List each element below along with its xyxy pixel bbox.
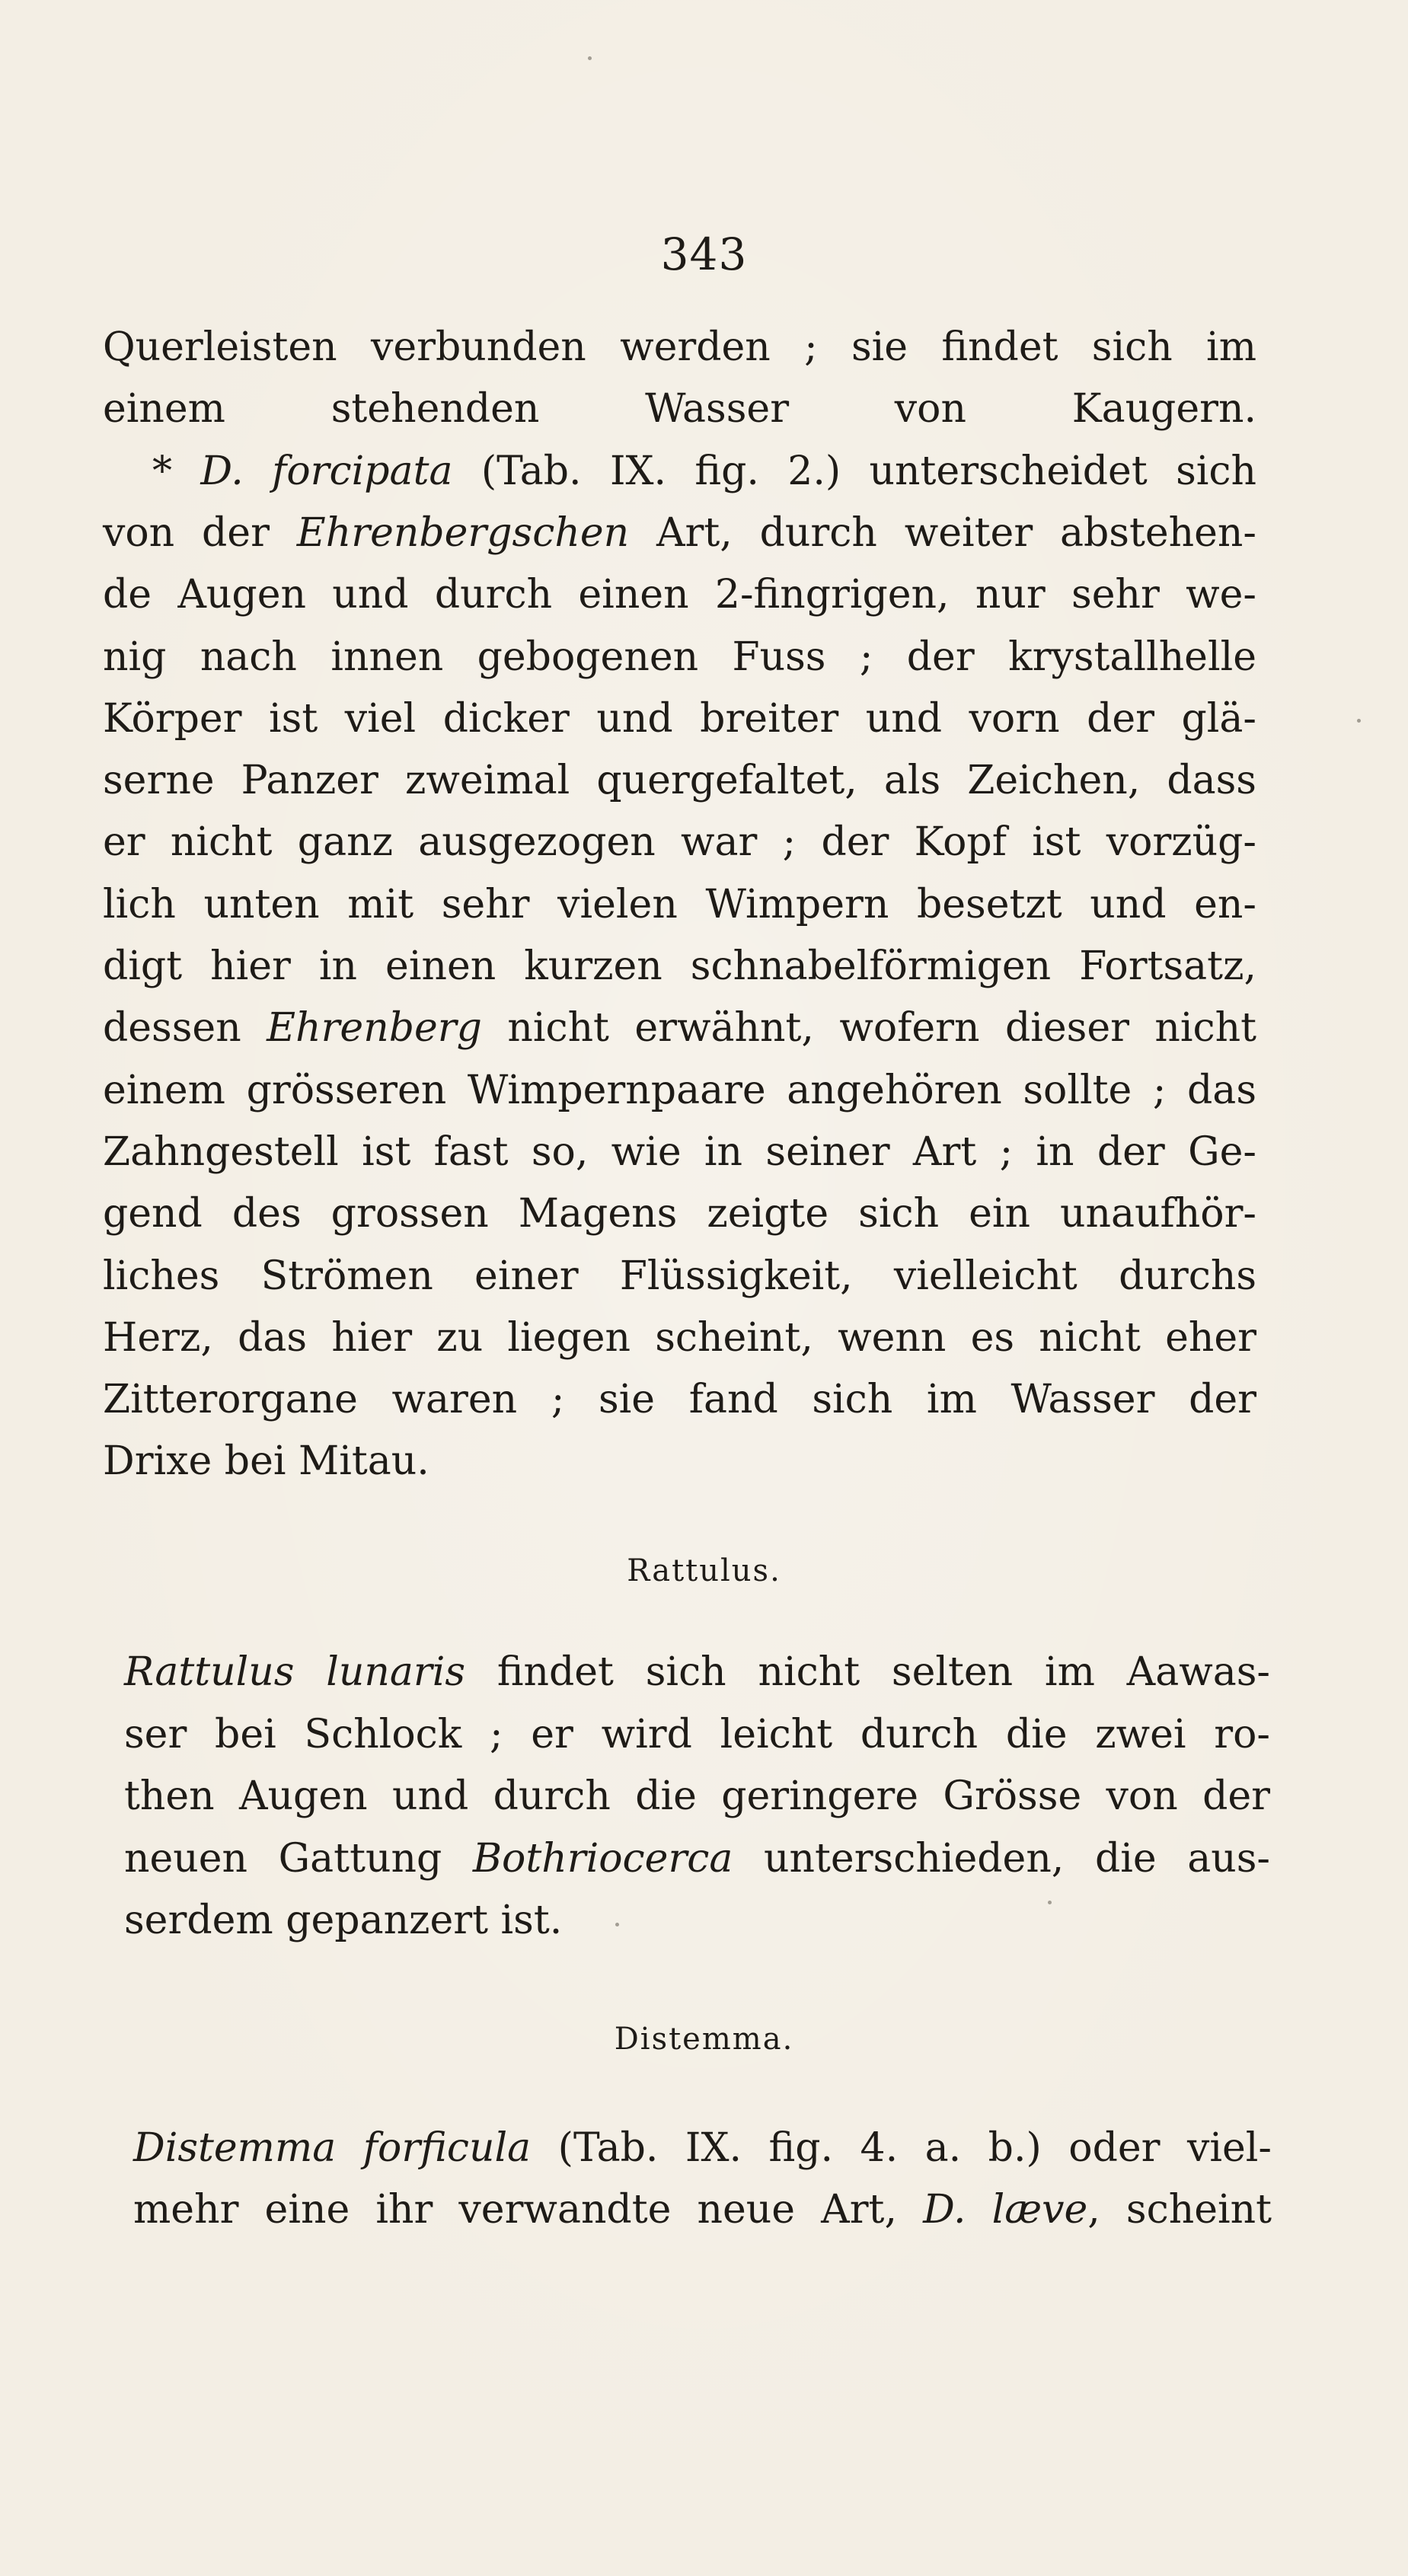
- text-segment: *: [152, 448, 201, 494]
- text-segment: nig nach innen gebogenen Fuss ; der krystallhelle: [103, 634, 1256, 680]
- text-line: [103, 1191, 1256, 1237]
- text-segment: nicht erwähnt, wofern dieser nicht: [481, 1005, 1256, 1052]
- italic-segment: Distemma forficula: [133, 2125, 532, 2171]
- text-segment: gend des grossen Magens zeigte sich ein unaufhör-: [103, 1191, 1256, 1237]
- text-line: [103, 1314, 1256, 1361]
- text-line: [103, 943, 1256, 989]
- text-segment: digt hier in einen kurzen schnabelförmigen Fortsatz,: [103, 943, 1256, 989]
- text-line: [103, 1005, 1256, 1052]
- italic-segment: Ehrenberg: [267, 1005, 482, 1052]
- text-line: [103, 695, 1256, 742]
- text-segment: Art, durch weiter abstehen-: [629, 509, 1256, 556]
- text-line: [133, 2125, 1272, 2171]
- text-segment: einem stehenden Wasser von Kaugern.: [103, 386, 1256, 433]
- text-segment: neuen Gattung: [124, 1835, 473, 1882]
- text-segment: ser bei Schlock ; er wird leicht durch die zwei ro-: [124, 1711, 1270, 1757]
- page-number: 343: [660, 228, 748, 280]
- text-segment: de Augen und durch einen 2-fingrigen, nur sehr we-: [103, 572, 1256, 618]
- italic-segment: Ehrenbergschen: [296, 509, 630, 556]
- text-segment: serne Panzer zweimal quergefaltet, als Zeichen, dass: [103, 758, 1256, 804]
- text-segment: Zitterorgane waren ; sie fand sich im Wasser der: [103, 1377, 1256, 1423]
- text-line: [124, 1711, 1270, 1757]
- text-line: [103, 758, 1256, 804]
- text-segment: von der: [103, 509, 297, 556]
- text-segment: Querleisten verbunden werden ; sie findet sich im: [103, 324, 1256, 370]
- text-line: [152, 448, 1257, 494]
- text-line: [103, 881, 1256, 927]
- italic-segment: D. læve: [923, 2187, 1088, 2233]
- text-segment: Herz, das hier zu liegen scheint, wenn es nicht eher: [103, 1314, 1256, 1361]
- text-line: [103, 386, 1256, 433]
- text-line: [133, 2187, 1272, 2233]
- text-line: [103, 1438, 429, 1485]
- text-line: [103, 1067, 1256, 1113]
- text-segment: einem grösseren Wimpernpaare angehören sollte ; das: [103, 1067, 1256, 1113]
- text-line: [124, 1649, 1270, 1695]
- text-line: [124, 1898, 563, 1943]
- paper-speck: [615, 1923, 619, 1926]
- text-line: [103, 572, 1256, 618]
- italic-segment: Rattulus lunaris: [124, 1649, 466, 1695]
- italic-segment: Bothriocerca: [472, 1835, 733, 1882]
- text-segment: Körper ist viel dicker und breiter und vorn der glä-: [103, 695, 1256, 742]
- text-line: [103, 819, 1256, 866]
- text-line: [103, 1377, 1256, 1423]
- italic-segment: D. forcipata: [200, 448, 453, 494]
- section-heading-rattulus: Rattulus.: [627, 1553, 781, 1588]
- paper-speck: [1048, 1901, 1052, 1904]
- text-segment: lich unten mit sehr vielen Wimpern besetzt und en-: [103, 881, 1256, 927]
- text-line: [103, 634, 1256, 680]
- text-segment: (Tab. IX. fig. 4. a. b.) oder viel-: [531, 2125, 1272, 2171]
- text-segment: then Augen und durch die geringere Grösse von der: [124, 1773, 1270, 1819]
- text-line: [103, 1128, 1256, 1175]
- text-segment: er nicht ganz ausgezogen war ; der Kopf ist vorzüg-: [103, 819, 1256, 866]
- text-segment: , scheint: [1087, 2187, 1272, 2233]
- text-segment: findet sich nicht selten im Aawas-: [465, 1649, 1270, 1695]
- text-line: [124, 1835, 1270, 1882]
- text-segment: dessen: [103, 1005, 267, 1052]
- text-segment: (Tab. IX. fig. 2.) unterscheidet sich: [452, 448, 1257, 494]
- text-segment: serdem gepanzert ist.: [124, 1898, 563, 1943]
- text-line: [103, 509, 1256, 556]
- section-heading-distemma: Distemma.: [614, 2022, 794, 2057]
- text-segment: mehr eine ihr verwandte neue Art,: [133, 2187, 924, 2233]
- text-segment: liches Strömen einer Flüssigkeit, vielleicht durchs: [103, 1253, 1256, 1299]
- text-line: [103, 324, 1256, 370]
- text-line: [103, 1253, 1256, 1299]
- paper-speck: [588, 56, 592, 60]
- text-segment: unterschieden, die aus-: [733, 1835, 1270, 1882]
- text-segment: Zahngestell ist fast so, wie in seiner Art ; in der Ge-: [103, 1128, 1256, 1175]
- text-line: [124, 1773, 1270, 1819]
- paper-speck: [1357, 719, 1361, 723]
- text-segment: Drixe bei Mitau.: [103, 1438, 429, 1485]
